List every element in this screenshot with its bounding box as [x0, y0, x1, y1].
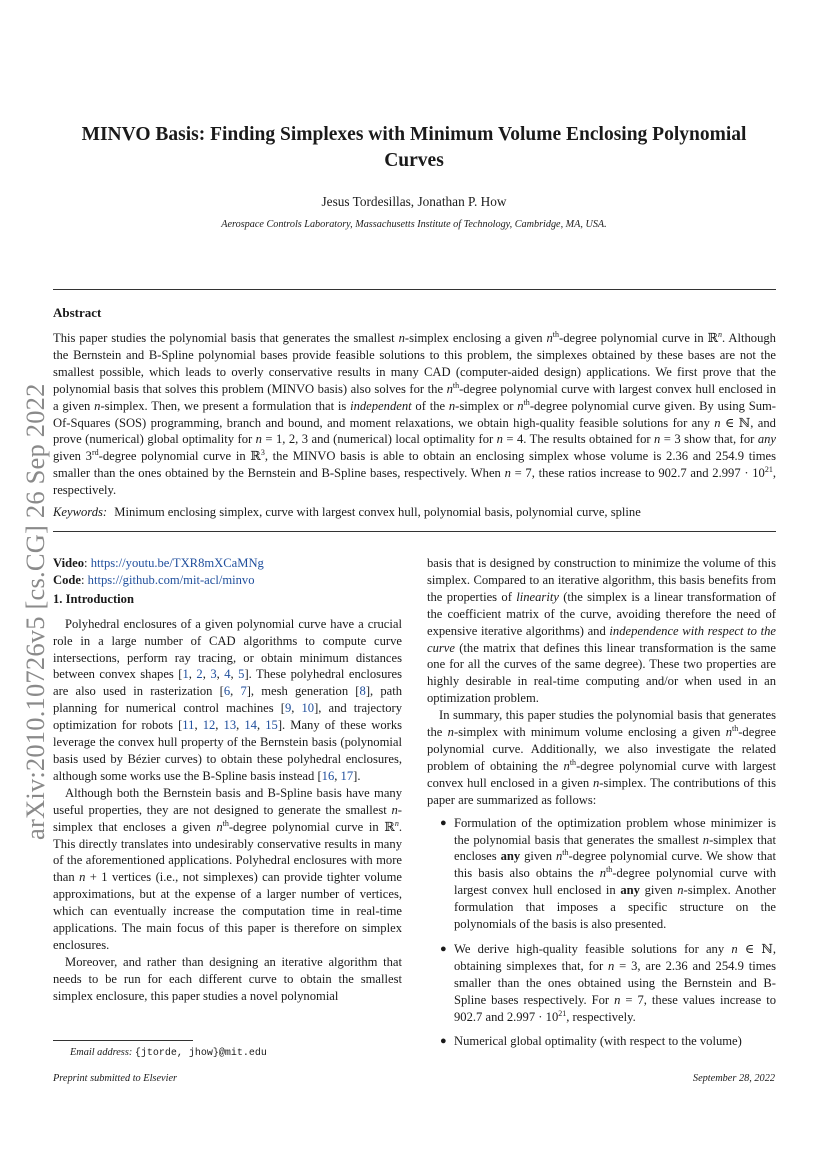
contributions-list [427, 815, 776, 1051]
footnote-rule [53, 1040, 193, 1041]
intro-paragraph-3: Moreover, and rather than designing an iterative algorithm that needs to be run for each different curve to obtain the smallest simplex enclosure, this paper studies a novel polynomial [53, 954, 402, 1003]
paper-authors: Jesus Tordesillas, Jonathan P. How [321, 194, 507, 209]
email-address[interactable]: {jtorde, jhow}@mit.edu [134, 1048, 267, 1059]
footer-preprint: Preprint submitted to Elsevier [53, 1073, 178, 1084]
keywords [53, 505, 776, 520]
list-item: ● Numerical global optimality (with respect to the volume) [440, 1034, 742, 1049]
section-heading: 1. Introduction [53, 591, 134, 606]
list-item: ● Formulation of the optimization problem whose minimizer is the polynomial basis that generates the smallest n-simplex that encloses any given $n^{th}$-degree polynomial curve. We show that this basis also obtains the $n^{th}$-degree polynomial curve with largest convex hull enclosed in any given n-simplex. Another formulation that imposes a specific structure on the polynomials of the basis is also presented. [440, 815, 776, 932]
keywords-label: Keywords: [53, 505, 108, 519]
keywords-text: Minimum enclosing simplex, curve with largest convex hull, polynomial basis, polynomial curve, spline [114, 505, 641, 519]
left-column: Video: https://youtu.be/TXR8mXCaMNg Code: https://github.com/mit-acl/minvo 1. Introduction Polyhedral enclosures of a given polynomial curve have a crucial role in a large number of CAD algorithms to compute curve intersections, perform ray tracing, or obtain minimum distances between convex shapes [1, 2, 3, 4, 5]. These polyhedral enclosures are also used in rasterization [6, 7], mesh generation [8], path planning for numerical control machines [9, 10], and trajectory optimization for robots [11, 12, 13, 14, 15]. Many of these works leverage the convex hull property of the Bernstein basis (polynomial basis used by Bézier curves) to obtain these polyhedral enclosures, although some works use the B-Spline basis instead [16, 17]. Although both the Bernstein basis and B-Spline basis have many useful properties, they are not designed to generate the smallest n-simplex that encloses a given $n^{th}$-degree polynomial curve in ℝ$^n$. This directly translates into undesirably conservative results in many of the aforementioned applications. Polyhedral enclosures with more than n + 1 vertices (i.e., not simplexes) can provide tighter volume approximations, but at the expense of a larger number of vertices, which can eventually increase the computation time in real-time applications. The main focus of this paper is therefore on simplex enclosures. Moreover, and rather than designing an iterative algorithm that needs to be run for each different curve to obtain the smallest simplex enclosure, this paper studies a novel polynomial [53, 556, 403, 1003]
video-link[interactable]: https://youtu.be/TXR8mXCaMNg [90, 556, 264, 570]
list-item: ● We derive high-quality feasible solutions for any n ∈ ℕ, obtaining simplexes that, for n = 3, are 2.36 and 254.9 times smaller than the ones obtained using the Bernstein and B-Spline bases respectively. For n = 7, these values increase to 902.7 and $2.997 \cdot 10^{21}$, respectively. [440, 941, 776, 1024]
right-column [427, 555, 776, 1058]
intro-paragraph-1: Polyhedral enclosures of a given polynomial curve have a crucial role in a large number of CAD algorithms to compute curve intersections, perform ray tracing, or obtain minimum distances between convex shapes [1, 2, 3, 4, 5]. These polyhedral enclosures are also used in rasterization [6, 7], mesh generation [8], path planning for numerical control machines [9, 10], and trajectory optimization for robots [11, 12, 13, 14, 15]. Many of these works leverage the convex hull property of the Bernstein basis (polynomial basis used by Bézier curves) to obtain these polyhedral enclosures, although some works use the B-Spline basis instead [16, 17]. [53, 616, 403, 783]
intro-paragraph-5: In summary, this paper studies the polynomial basis that generates the n-simplex with minimum volume enclosing a given $n^{th}$-degree polynomial curve. Additionally, we also investigate the related problem of obtaining the $n^{th}$-degree polynomial curve with largest convex hull enclosed in a given n-simplex. The contributions of this paper are summarized as follows: [427, 708, 776, 807]
abstract-top-rule [53, 289, 776, 290]
abstract-heading: Abstract [53, 305, 102, 320]
arxiv-stamp: arXiv:2010.10726v5 [cs.CG] 26 Sep 2022 [20, 383, 50, 840]
abstract-body: This paper studies the polynomial basis that generates the smallest n-simplex enclosing a given $n^{th}$-degree polynomial curve in ℝ$^n$. Although the Bernstein and B-Spline polynomial bases provide feasible solutions to this problem, the simplexes obtained by these bases are not the smallest possible, which leads to overly conservative results in many CAD (computer-aided design) applications. We first prove that the polynomial basis that solves this problem (MINVO basis) also solves for the $n^{th}$-degree polynomial curve with largest convex hull enclosed in a given n-simplex. Then, we present a formulation that is independent of the n-simplex or $n^{th}$-degree polynomial curve given. By using Sum-Of-Squares (SOS) programming, branch and bound, and moment relaxations, we obtain high-quality feasible solutions for any n ∈ ℕ, and prove (numerical) global optimality for n = 1, 2, 3 and (numerical) local optimality for n = 4. The results obtained for n = 3 show that, for any given 3rd-degree polynomial curve in ℝ$^3$, the MINVO basis is able to obtain an enclosing simplex whose volume is 2.36 and 254.9 times smaller than the ones obtained by the Bernstein and B-Spline bases, respectively. When n = 7, these ratios increase to 902.7 and $2.997 \cdot 10^{21}$, respectively. [53, 329, 777, 498]
intro-paragraph-2: Although both the Bernstein basis and B-Spline basis have many useful properties, they are not designed to generate the smallest n-simplex that encloses a given $n^{th}$-degree polynomial curve in ℝ$^n$. This directly translates into undesirably conservative results in many of the aforementioned applications. Polyhedral enclosures with more than n + 1 vertices (i.e., not simplexes) can provide tighter volume approximations, but at the expense of a larger number of vertices, which can eventually increase the computation time in real-time applications. The main focus of this paper is therefore on simplex enclosures. [53, 785, 402, 952]
footer-date: September 28, 2022 [692, 1073, 775, 1084]
code-link[interactable]: https://github.com/mit-acl/minvo [87, 572, 255, 587]
intro-paragraph-4: basis that is designed by construction to minimize the volume of this simplex. Compared to an iterative algorithm, this basis benefits from the properties of linearity (the simplex is a linear transformation of the coefficient matrix of the curve, avoiding therefore the need of expensive iterative algorithms) and independence with respect to the curve (the matrix that defines this linear transformation is the same one for all the curves of the same degree). These two properties are highly desirable in real-time computing and/or when used in an optimization problem. [427, 556, 776, 706]
paper-affiliation: Aerospace Controls Laboratory, Massachusetts Institute of Technology, Cambridge, MA, USA. [221, 219, 607, 230]
footnote: Email address: {jtorde, jhow}@mit.edu [70, 1047, 267, 1059]
abstract-bottom-rule [53, 531, 776, 532]
paper-title: MINVO Basis: Finding Simplexes with Minimum Volume Enclosing Polynomial Curves [81, 124, 747, 171]
